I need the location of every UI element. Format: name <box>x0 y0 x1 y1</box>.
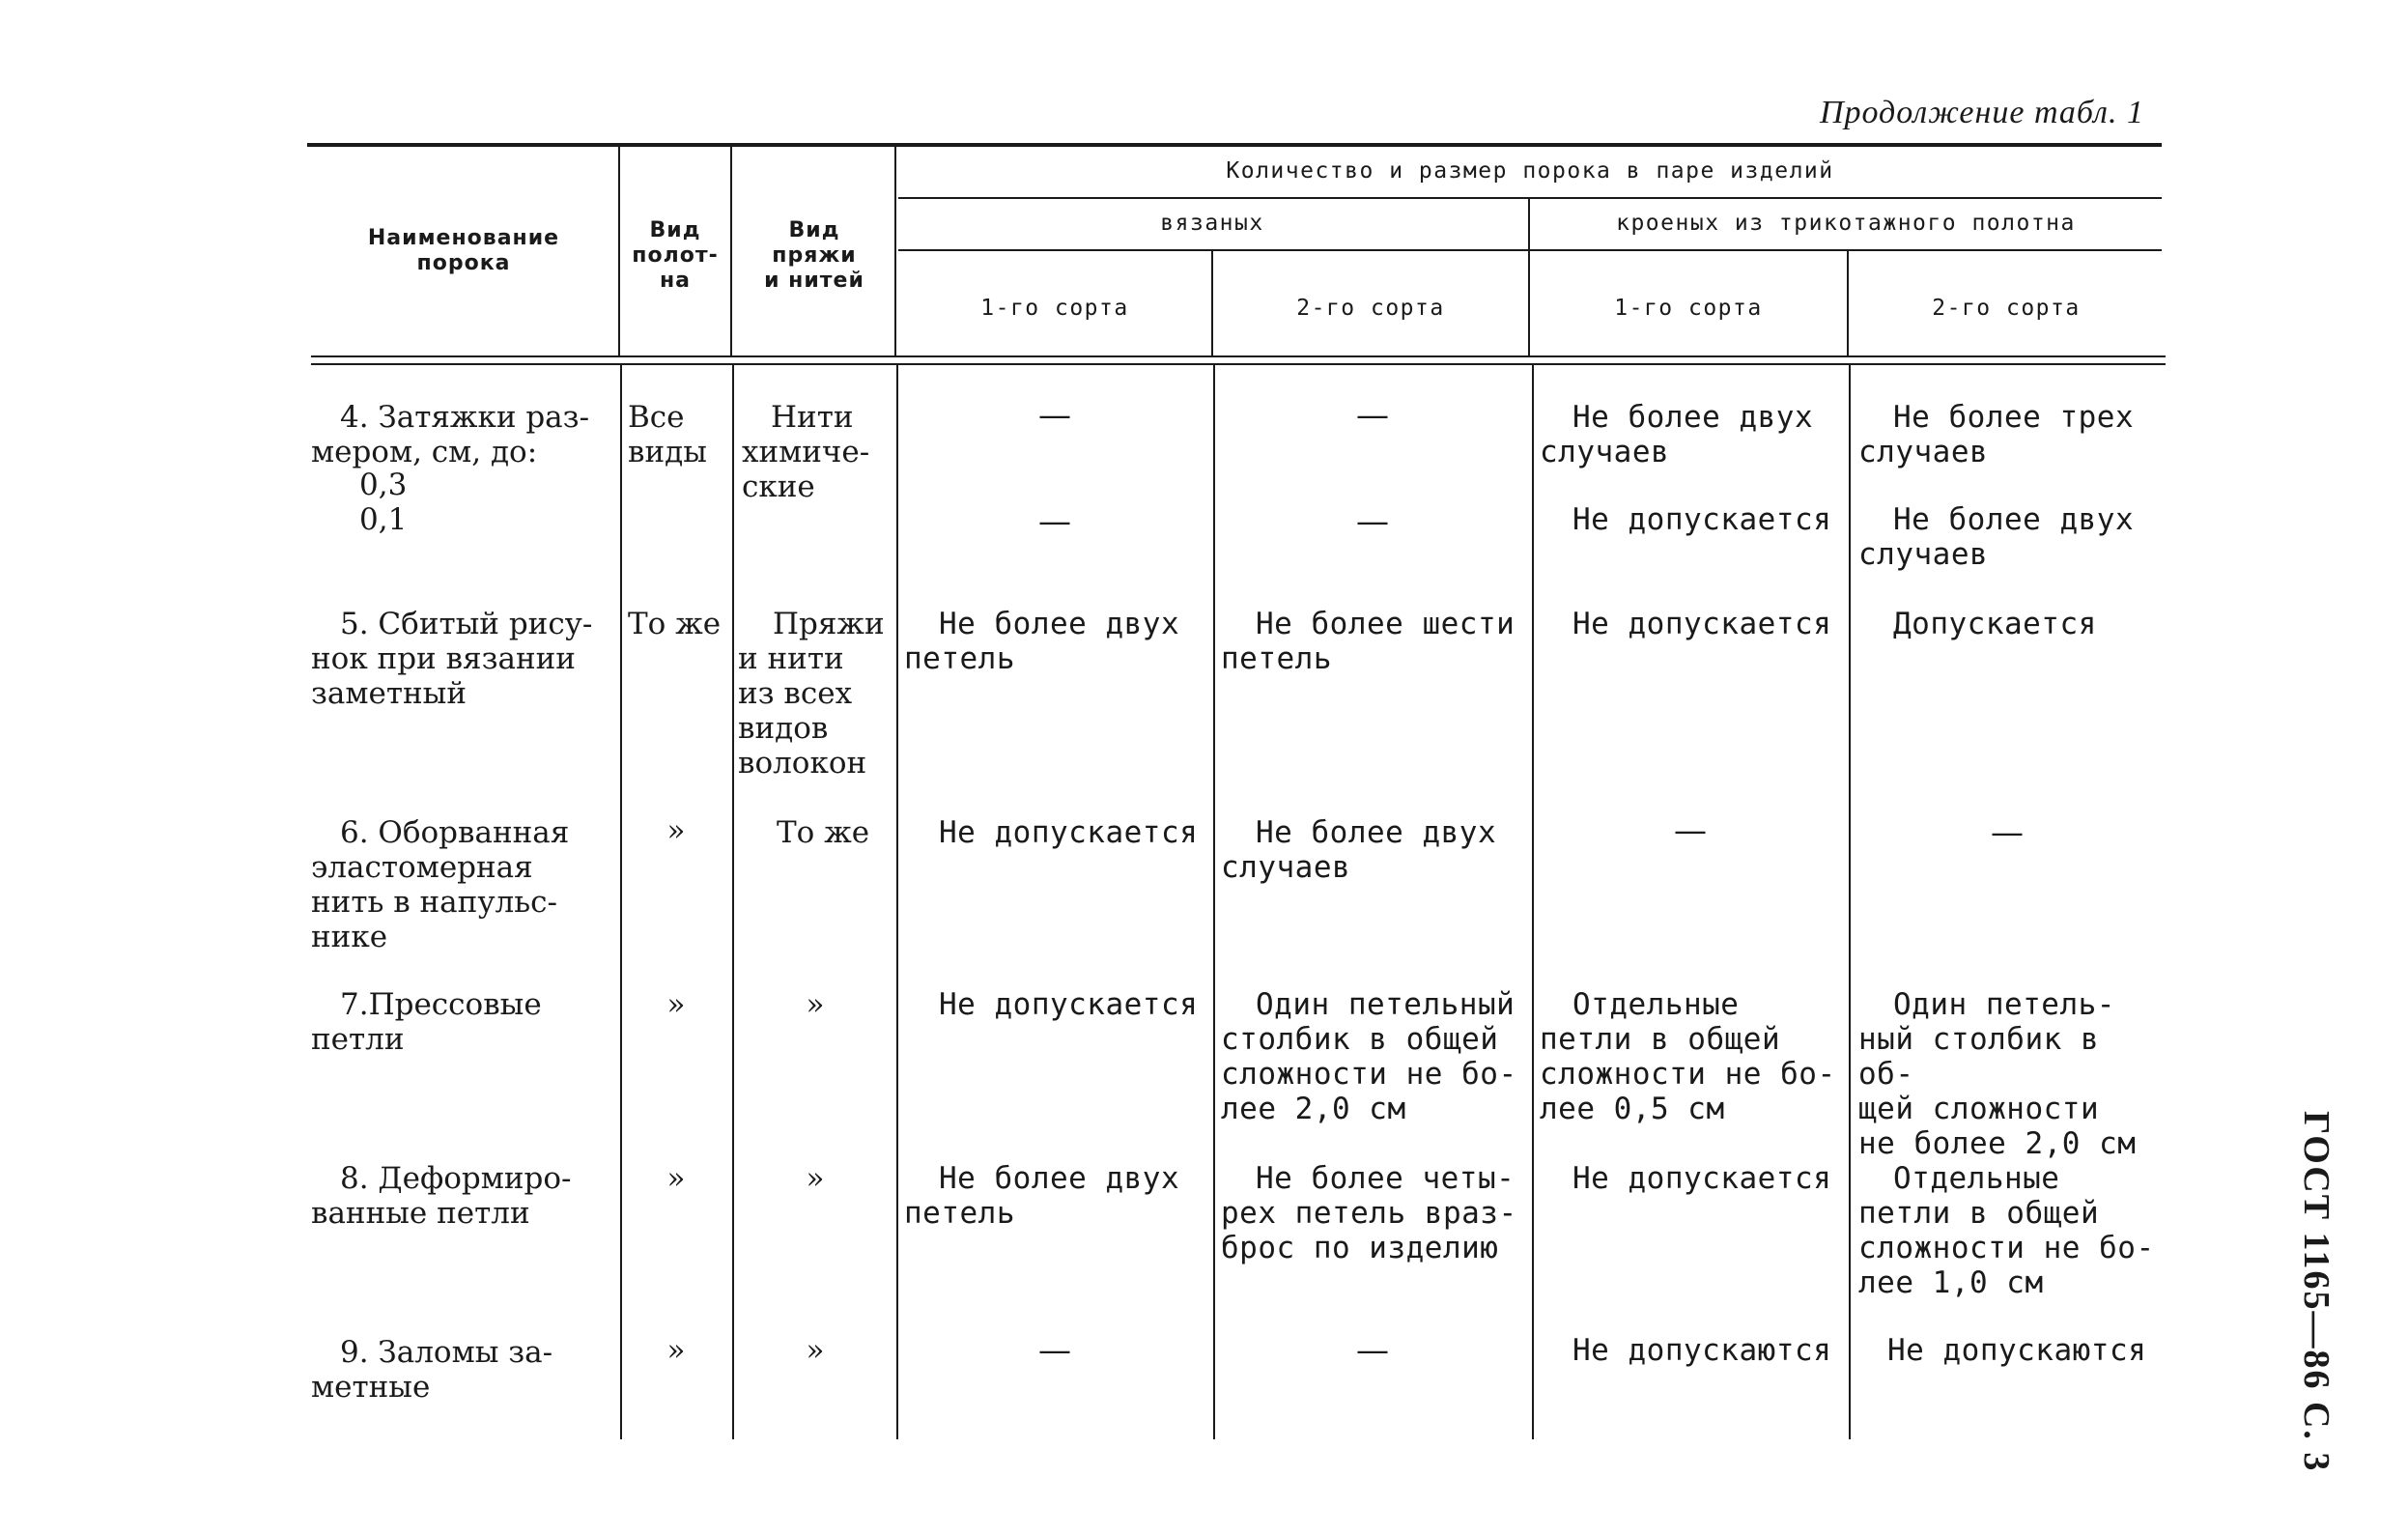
row4-name: 4. Затяжки раз- мером, см, до: <box>311 400 590 469</box>
row4-c1-a: Не более двух случаев <box>1540 400 1814 469</box>
row8-c2: Отдельные петли в общей сложности не бо- лее 1,0 см <box>1858 1161 2155 1300</box>
row4-k1-a: — <box>1038 396 1071 435</box>
row5-c2: Допускается <box>1893 607 2097 641</box>
row9-c1: Не допускаются <box>1572 1333 1832 1368</box>
row6-c2: — <box>1991 813 2024 852</box>
header-defect-name: Наименование порока <box>367 226 560 275</box>
table-caption: Продолжение табл. 1 <box>1819 95 2144 130</box>
header-yarn-type: Вид пряжи и нитей <box>764 218 864 293</box>
row5-yarn: Пряжи и нити из всех видов волокон <box>738 607 885 781</box>
vrule-k2-c1-body <box>1532 365 1534 1439</box>
row5-k2: Не более шести петель <box>1221 607 1516 676</box>
header-group-top: Количество и размер порока в паре изделий <box>1226 158 1834 184</box>
vrule-yarn-data-head <box>894 145 896 355</box>
row4-c2-b: Не более двух случаев <box>1858 502 2135 572</box>
vrule-name-fabric-body <box>620 365 622 1439</box>
row9-c2: Не допускаются <box>1887 1333 2147 1368</box>
header-group-knitted: вязаных <box>1160 211 1264 236</box>
row8-yarn: » <box>806 1161 825 1196</box>
row4-k1-b: — <box>1038 502 1071 541</box>
vrule-c1-c2-body <box>1849 365 1851 1439</box>
header-fabric-type: Вид полот- на <box>632 218 719 293</box>
header-cut-grade1: 1-го сорта <box>1614 296 1763 321</box>
row8-name: 8. Деформиро- ванные петли <box>311 1161 572 1231</box>
row4-c1-b: Не допускается <box>1572 502 1832 537</box>
row4-sub-03: 0,3 <box>359 468 408 502</box>
row6-c1: — <box>1674 811 1707 850</box>
rule-under-subgroups <box>898 249 2162 251</box>
row8-k1: Не более двух петель <box>904 1161 1180 1231</box>
row7-k2: Один петельный столбик в общей сложности не бо- лее 2,0 см <box>1221 987 1517 1126</box>
row5-c1: Не допускается <box>1572 607 1832 641</box>
row5-fabric: То же <box>628 607 722 641</box>
header-knitted-grade1: 1-го сорта <box>980 296 1129 321</box>
row9-name: 9. Заломы за- метные <box>311 1335 553 1405</box>
row4-sub-01: 0,1 <box>359 502 408 537</box>
row4-c2-a: Не более трех случаев <box>1858 400 2135 469</box>
header-knitted-grade2: 2-го сорта <box>1296 296 1445 321</box>
row7-k1: Не допускается <box>939 987 1199 1022</box>
vrule-name-fabric-head <box>618 145 620 355</box>
vrule-fabric-yarn-body <box>732 365 734 1439</box>
vrule-fabric-yarn-head <box>730 145 732 355</box>
row7-yarn: » <box>806 987 825 1022</box>
row6-k2: Не более двух случаев <box>1221 815 1497 885</box>
rule-under-group-top <box>898 197 2162 199</box>
header-group-cut: кроеных из трикотажного полотна <box>1616 211 2076 236</box>
top-rule <box>307 143 2162 147</box>
row7-fabric: » <box>666 987 686 1022</box>
row8-c1: Не допускается <box>1572 1161 1832 1196</box>
row4-fabric: Все виды <box>628 400 707 469</box>
row6-fabric: » <box>666 813 686 848</box>
row8-fabric: » <box>666 1161 686 1196</box>
row5-name: 5. Сбитый рису- нок при вязании заметный <box>311 607 593 711</box>
row6-k1: Не допускается <box>939 815 1199 850</box>
row9-fabric: » <box>666 1333 686 1368</box>
row7-c2: Один петель- ный столбик в об- щей сложности не более 2,0 см <box>1858 987 2137 1161</box>
row8-k2: Не более четы- рех петель враз- брос по изделию <box>1221 1161 1517 1265</box>
row9-yarn: » <box>806 1333 825 1368</box>
row7-name: 7.Прессовые петли <box>311 987 542 1057</box>
row5-k1: Не более двух петель <box>904 607 1180 676</box>
row4-k2-a: — <box>1356 396 1389 435</box>
header-bottom-rule-1 <box>311 355 2166 357</box>
side-page-label: ГОСТ 1165—86 С. 3 <box>2296 1111 2337 1473</box>
header-bottom-rule-2 <box>311 363 2166 365</box>
row6-yarn: То же <box>777 815 870 850</box>
row4-k2-b: — <box>1356 502 1389 541</box>
row9-k2: — <box>1356 1331 1389 1370</box>
row7-c1: Отдельные петли в общей сложности не бо- лее 0,5 см <box>1540 987 1836 1126</box>
row4-yarn: Нити химиче- ские <box>742 400 870 504</box>
row9-k1: — <box>1038 1331 1071 1370</box>
header-cut-grade2: 2-го сорта <box>1932 296 2081 321</box>
row6-name: 6. Оборванная эластомерная нить в напульс- нике <box>311 815 570 954</box>
